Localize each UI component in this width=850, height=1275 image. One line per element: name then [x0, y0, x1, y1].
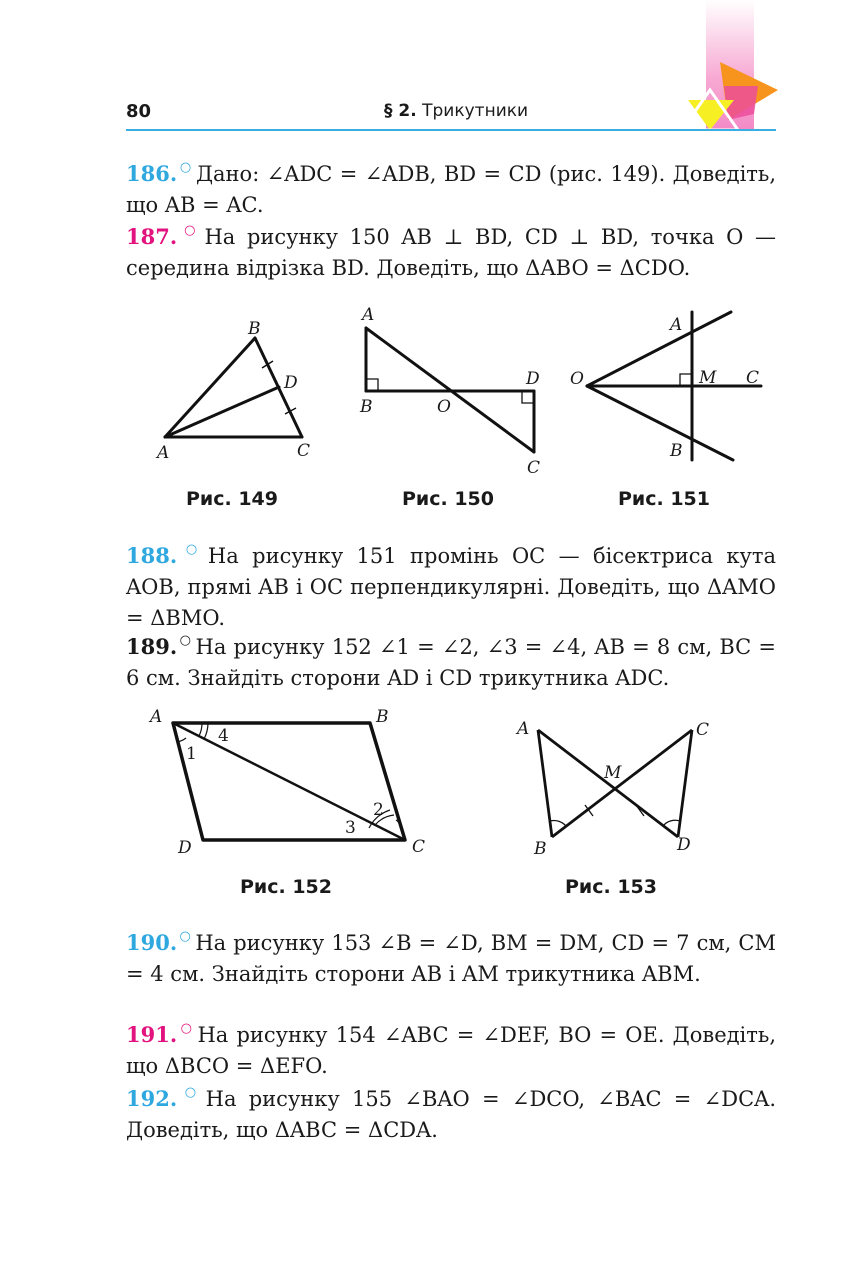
- label-A: A: [670, 315, 683, 335]
- figure-150: [350, 300, 560, 480]
- angle-3: 3: [345, 818, 356, 838]
- label-D: D: [677, 835, 691, 855]
- label-B: B: [376, 707, 389, 727]
- label-B: B: [248, 319, 261, 339]
- figure-149: [140, 300, 340, 470]
- problem-188: 188. ○ На рисунку 151 промінь OC — бісектриса кута AOB, прямі AB і OC перпендикулярні. Доведіть, що ΔAMO = ΔBMO.: [126, 542, 777, 630]
- caption-150: Рис. 150: [402, 488, 494, 510]
- label-A: A: [157, 443, 170, 463]
- label-M: M: [604, 763, 622, 783]
- label-A: A: [362, 305, 375, 325]
- caption-151: Рис. 151: [618, 488, 710, 510]
- label-C: C: [746, 368, 760, 388]
- label-C: C: [696, 720, 710, 740]
- section-title: Трикутники: [422, 101, 529, 121]
- problem-192: 192. ○ На рисунку 155 ∠BAO = ∠DCO, ∠BAC = ∠DCA. Доведіть, що ΔABC = ΔCDA.: [126, 1085, 776, 1142]
- figure-151: [565, 300, 775, 470]
- problem-number: 192.: [126, 1086, 178, 1111]
- label-D: D: [526, 369, 540, 389]
- problem-189: 189. ○ На рисунку 152 ∠1 = ∠2, ∠3 = ∠4, AB = 8 см, BC = 6 см. Знайдіть сторони AD і CD трикутника ADC.: [126, 633, 777, 690]
- angle-1: 1: [186, 744, 197, 764]
- label-O: O: [437, 397, 451, 417]
- caption-152: Рис. 152: [240, 876, 332, 898]
- problem-190: 190. ○ На рисунку 153 ∠B = ∠D, BM = DM, CD = 7 см, CM = 4 см. Знайдіть сторони AB і AM трикутника ABM.: [126, 929, 776, 986]
- problem-number: 186.: [126, 161, 178, 186]
- label-A: A: [150, 707, 163, 727]
- decorative-triangles-icon: [680, 50, 780, 135]
- label-B: B: [360, 397, 373, 417]
- problem-text: На рисунку 151 промінь OC — бісектриса кута AOB, прямі AB і OC перпендикулярні. Доведіть, що ΔAMO = ΔBMO.: [126, 544, 777, 630]
- problem-number: 189.: [126, 634, 178, 659]
- angle-2: 2: [373, 800, 384, 820]
- label-M: M: [699, 368, 717, 388]
- problem-number: 191.: [126, 1022, 178, 1047]
- label-C: C: [297, 441, 311, 461]
- label-A: A: [517, 719, 530, 739]
- problem-text: На рисунку 150 AB ⊥ BD, CD ⊥ BD, точка O — середина відрізка BD. Доведіть, що ΔABO = ΔCDO.: [126, 225, 777, 280]
- figure-153: [500, 700, 730, 870]
- header-rule: [126, 129, 776, 131]
- problem-text: На рисунку 154 ∠ABC = ∠DEF, BO = OE. Доведіть, що ΔBCO = ΔEFO.: [126, 1023, 776, 1078]
- angle-4: 4: [218, 726, 229, 746]
- label-B: B: [670, 441, 683, 461]
- caption-149: Рис. 149: [186, 488, 278, 510]
- label-C: C: [527, 458, 541, 478]
- problem-text: На рисунку 152 ∠1 = ∠2, ∠3 = ∠4, AB = 8 см, BC = 6 см. Знайдіть сторони AD і CD трикутника ADC.: [126, 635, 777, 690]
- section-marker: § 2.: [384, 101, 417, 121]
- figure-152: [140, 700, 440, 870]
- caption-153: Рис. 153: [565, 876, 657, 898]
- label-C: C: [412, 837, 426, 857]
- label-D: D: [178, 838, 192, 858]
- label-B: B: [534, 839, 547, 859]
- section-header: [384, 101, 528, 121]
- label-D: D: [284, 373, 298, 393]
- problem-text: Дано: ∠ADC = ∠ADB, BD = CD (рис. 149). Доведіть, що AB = AC.: [126, 162, 777, 217]
- problem-number: 187.: [126, 224, 178, 249]
- problem-186: 186. ○ Дано: ∠ADC = ∠ADB, BD = CD (рис. 149). Доведіть, що AB = AC.: [126, 160, 777, 217]
- label-O: O: [570, 369, 584, 389]
- problem-187: 187. ○ На рисунку 150 AB ⊥ BD, CD ⊥ BD, точка O — середина відрізка BD. Доведіть, що ΔABO = ΔCDO.: [126, 223, 777, 280]
- problem-text: На рисунку 155 ∠BAO = ∠DCO, ∠BAC = ∠DCA. Доведіть, що ΔABC = ΔCDA.: [126, 1087, 776, 1142]
- problem-191: 191. ○ На рисунку 154 ∠ABC = ∠DEF, BO = OE. Доведіть, що ΔBCO = ΔEFO.: [126, 1021, 776, 1078]
- problem-number: 190.: [126, 930, 178, 955]
- problem-number: 188.: [126, 543, 178, 568]
- problem-text: На рисунку 153 ∠B = ∠D, BM = DM, CD = 7 см, CM = 4 см. Знайдіть сторони AB і AM трикутника ABM.: [126, 931, 776, 986]
- page-number: 80: [126, 101, 152, 122]
